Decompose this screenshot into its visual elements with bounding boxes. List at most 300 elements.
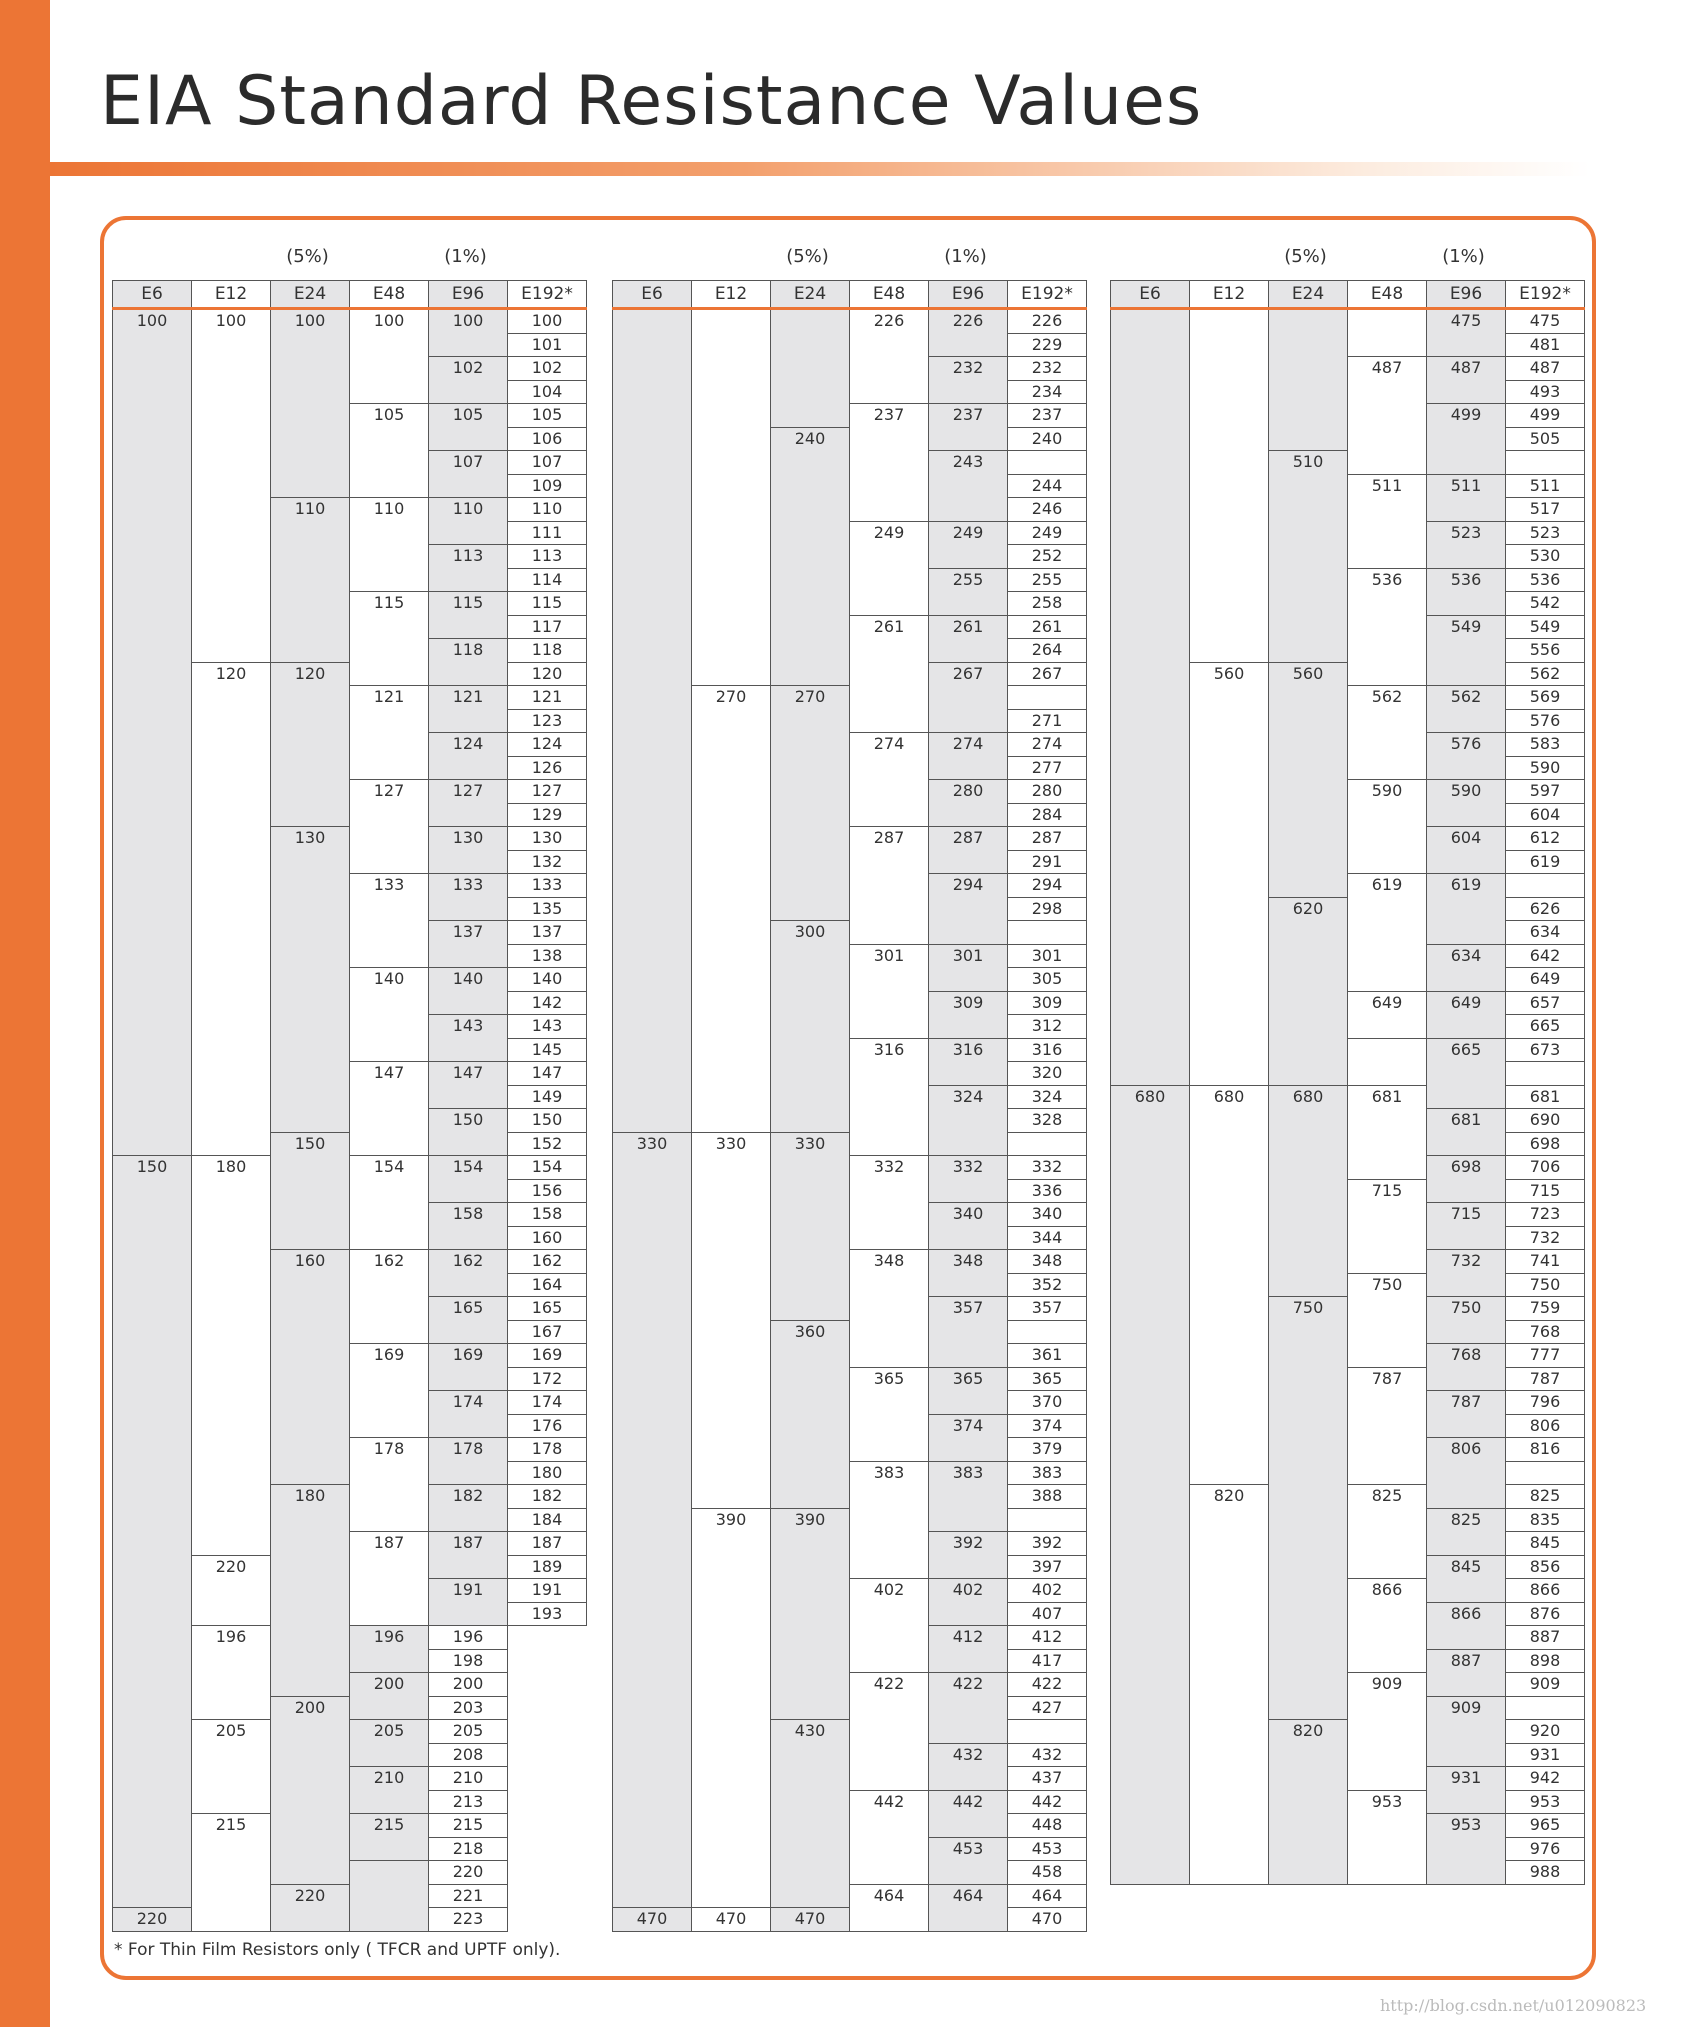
e96-cell: 237 <box>929 404 1008 451</box>
e96-cell: 165 <box>429 1297 508 1344</box>
e192-cell: 215 <box>429 1814 508 1838</box>
e192-cell: 787 <box>1506 1367 1585 1391</box>
e96-cell: 215 <box>350 1814 429 1861</box>
e192-cell: 232 <box>1008 357 1087 381</box>
e192-cell: 101 <box>508 333 587 357</box>
e192-cell: 267 <box>1008 662 1087 686</box>
e48-cell: 787 <box>1348 1367 1427 1485</box>
e192-cell: 178 <box>508 1438 587 1462</box>
e96-cell: 182 <box>429 1485 508 1532</box>
e192-cell: 422 <box>1008 1673 1087 1697</box>
e12-cell: 180 <box>192 1156 271 1556</box>
e96-cell: 130 <box>429 827 508 874</box>
e192-cell: 294 <box>1008 874 1087 898</box>
e96-cell: 243 <box>929 451 1008 522</box>
e192-cell: 464 <box>1008 1884 1087 1908</box>
e192-cell: 145 <box>508 1038 587 1062</box>
e192-cell: 612 <box>1506 827 1585 851</box>
e192-cell: 298 <box>1008 897 1087 921</box>
e192-cell: 210 <box>429 1767 508 1791</box>
e192-cell: 309 <box>1008 991 1087 1015</box>
e192-cell <box>1008 686 1087 710</box>
e96-cell: 845 <box>1427 1555 1506 1602</box>
e48-cell: 261 <box>850 615 929 733</box>
e48-cell: 953 <box>1348 1790 1427 1884</box>
e48-cell: 422 <box>850 1673 929 1791</box>
e192-cell: 312 <box>1008 1015 1087 1039</box>
e192-cell: 180 <box>508 1461 587 1485</box>
e6-cell: 220 <box>113 1908 192 1932</box>
e24-cell: 560 <box>1269 662 1348 897</box>
e48-cell: 215 <box>192 1814 271 1932</box>
e192-cell: 590 <box>1506 756 1585 780</box>
tolerance-1-label: (1%) <box>1442 246 1485 267</box>
e192-cell: 511 <box>1506 474 1585 498</box>
column-header: E48 <box>1348 281 1427 309</box>
e192-cell: 189 <box>508 1555 587 1579</box>
e96-cell: 196 <box>350 1626 429 1673</box>
column-header: E48 <box>850 281 929 309</box>
e48-cell: 825 <box>1348 1485 1427 1579</box>
e192-cell: 234 <box>1008 380 1087 404</box>
e24-cell: 300 <box>771 921 850 1133</box>
e192-cell: 732 <box>1506 1226 1585 1250</box>
e192-cell: 193 <box>508 1602 587 1626</box>
e48-cell: 237 <box>850 404 929 522</box>
e192-cell: 388 <box>1008 1485 1087 1509</box>
e96-cell: 487 <box>1427 357 1506 404</box>
e96-cell: 294 <box>929 874 1008 945</box>
e192-cell: 741 <box>1506 1250 1585 1274</box>
e192-cell: 114 <box>508 568 587 592</box>
e192-cell: 280 <box>1008 780 1087 804</box>
e96-cell: 261 <box>929 615 1008 662</box>
e192-cell: 221 <box>429 1884 508 1908</box>
e192-cell: 402 <box>1008 1579 1087 1603</box>
e96-cell: 127 <box>429 780 508 827</box>
tolerance-5-label: (5%) <box>286 246 329 267</box>
e192-cell: 220 <box>429 1861 508 1885</box>
e192-cell: 271 <box>1008 709 1087 733</box>
e48-cell: 110 <box>350 498 429 592</box>
e192-cell: 328 <box>1008 1109 1087 1133</box>
e48-cell: 487 <box>1348 357 1427 475</box>
e96-cell: 412 <box>929 1626 1008 1673</box>
e96-cell: 422 <box>929 1673 1008 1744</box>
e192-cell: 132 <box>508 850 587 874</box>
e96-cell: 511 <box>1427 474 1506 521</box>
e96-cell: 140 <box>429 968 508 1015</box>
e48-cell: 715 <box>1348 1179 1427 1273</box>
e192-cell: 174 <box>508 1391 587 1415</box>
e96-cell: 210 <box>350 1767 429 1814</box>
tolerance-5-label: (5%) <box>1284 246 1327 267</box>
e6-cell: 680 <box>1111 1085 1190 1884</box>
e24-cell: 510 <box>1269 451 1348 663</box>
e192-cell: 698 <box>1506 1132 1585 1156</box>
e24-cell: 120 <box>271 662 350 827</box>
e96-cell: 115 <box>429 592 508 639</box>
e96-cell: 105 <box>429 404 508 451</box>
e96-cell: 536 <box>1427 568 1506 615</box>
e96-cell: 133 <box>429 874 508 921</box>
e192-cell: 649 <box>1506 968 1585 992</box>
e96-cell: 499 <box>1427 404 1506 475</box>
e192-cell: 942 <box>1506 1767 1585 1791</box>
e24-cell: 200 <box>271 1696 350 1884</box>
e192-cell: 976 <box>1506 1837 1585 1861</box>
e192-cell: 205 <box>429 1720 508 1744</box>
e96-cell: 634 <box>1427 944 1506 991</box>
column-header: E12 <box>192 281 271 309</box>
e6-cell: 150 <box>113 1156 192 1908</box>
e192-cell: 162 <box>508 1250 587 1274</box>
e24-cell: 470 <box>771 1908 850 1932</box>
e192-cell: 576 <box>1506 709 1585 733</box>
e192-cell: 167 <box>508 1320 587 1344</box>
e192-cell: 336 <box>1008 1179 1087 1203</box>
e192-cell: 305 <box>1008 968 1087 992</box>
e96-cell: 750 <box>1427 1297 1506 1344</box>
e192-cell: 115 <box>508 592 587 616</box>
e24-cell: 270 <box>771 686 850 921</box>
resistance-table-2 <box>612 280 1087 1932</box>
e192-cell: 140 <box>508 968 587 992</box>
e192-cell <box>1008 1320 1087 1344</box>
e12-cell: 820 <box>1190 1485 1269 1885</box>
e192-cell: 130 <box>508 827 587 851</box>
column-header: E6 <box>113 281 192 309</box>
e192-cell: 110 <box>508 498 587 522</box>
e192-cell: 536 <box>1506 568 1585 592</box>
column-header: E48 <box>350 281 429 309</box>
e96-cell: 249 <box>929 521 1008 568</box>
e192-cell: 320 <box>1008 1062 1087 1086</box>
e192-cell <box>1506 451 1585 475</box>
e96-cell: 576 <box>1427 733 1506 780</box>
e24-cell: 240 <box>771 427 850 686</box>
e12-cell: 270 <box>692 686 771 1133</box>
e12-cell: 220 <box>192 1555 271 1626</box>
e48-cell: 249 <box>850 521 929 615</box>
e192-cell: 357 <box>1008 1297 1087 1321</box>
e96-cell: 100 <box>429 309 508 357</box>
e96-cell: 191 <box>429 1579 508 1626</box>
e96-cell: 562 <box>1427 686 1506 733</box>
e96-cell: 931 <box>1427 1767 1506 1814</box>
e48-cell: 681 <box>1348 1085 1427 1179</box>
e192-cell: 530 <box>1506 545 1585 569</box>
e48-cell: 147 <box>350 1062 429 1156</box>
e192-cell: 777 <box>1506 1344 1585 1368</box>
e12-cell: 120 <box>192 662 271 1156</box>
e192-cell: 523 <box>1506 521 1585 545</box>
e96-cell: 604 <box>1427 827 1506 874</box>
e192-cell <box>1506 874 1585 898</box>
e48-cell: 402 <box>850 1579 929 1673</box>
column-header: E12 <box>1190 281 1269 309</box>
e24-cell <box>1269 309 1348 451</box>
e192-cell: 816 <box>1506 1438 1585 1462</box>
e192-cell: 750 <box>1506 1273 1585 1297</box>
e96-cell: 787 <box>1427 1391 1506 1438</box>
e48-cell: 383 <box>850 1461 929 1579</box>
e192-cell: 104 <box>508 380 587 404</box>
e48-cell: 750 <box>1348 1273 1427 1367</box>
e192-cell: 448 <box>1008 1814 1087 1838</box>
e192-cell: 213 <box>429 1790 508 1814</box>
e192-cell <box>1506 1062 1585 1086</box>
e96-cell: 332 <box>929 1156 1008 1203</box>
table-row <box>613 309 1087 334</box>
e96-cell: 187 <box>429 1532 508 1579</box>
e192-cell: 187 <box>508 1532 587 1556</box>
e48-cell: 205 <box>192 1720 271 1814</box>
e48-cell: 127 <box>350 780 429 874</box>
e48-cell: 196 <box>192 1626 271 1720</box>
e192-cell: 665 <box>1506 1015 1585 1039</box>
e192-cell: 252 <box>1008 545 1087 569</box>
e96-cell: 124 <box>429 733 508 780</box>
e192-cell: 642 <box>1506 944 1585 968</box>
table-row <box>113 309 587 334</box>
e96-cell: 102 <box>429 357 508 404</box>
e96-cell: 118 <box>429 639 508 686</box>
e96-cell: 549 <box>1427 615 1506 686</box>
e192-cell: 198 <box>429 1649 508 1673</box>
e192-cell: 619 <box>1506 850 1585 874</box>
e192-cell: 291 <box>1008 850 1087 874</box>
e96-cell: 475 <box>1427 309 1506 357</box>
e192-cell: 909 <box>1506 1673 1585 1697</box>
e48-cell: 121 <box>350 686 429 780</box>
column-header: E96 <box>429 281 508 309</box>
e192-cell: 344 <box>1008 1226 1087 1250</box>
e96-cell: 150 <box>429 1109 508 1156</box>
e48-cell: 226 <box>850 309 929 404</box>
e192-cell: 184 <box>508 1508 587 1532</box>
e192-cell: 715 <box>1506 1179 1585 1203</box>
e6-cell: 100 <box>113 309 192 1156</box>
e96-cell: 255 <box>929 568 1008 615</box>
e96-cell: 619 <box>1427 874 1506 945</box>
e48-cell: 115 <box>350 592 429 686</box>
e96-cell: 825 <box>1427 1508 1506 1555</box>
e48-cell: 348 <box>850 1250 929 1368</box>
e192-cell: 324 <box>1008 1085 1087 1109</box>
e192-cell: 138 <box>508 944 587 968</box>
e192-cell: 129 <box>508 803 587 827</box>
e192-cell: 133 <box>508 874 587 898</box>
e192-cell: 277 <box>1008 756 1087 780</box>
e192-cell <box>1506 1461 1585 1485</box>
e192-cell: 340 <box>1008 1203 1087 1227</box>
e96-cell: 121 <box>429 686 508 733</box>
e192-cell: 432 <box>1008 1743 1087 1767</box>
e96-cell: 442 <box>929 1790 1008 1837</box>
e96-cell: 324 <box>929 1085 1008 1156</box>
e192-cell: 856 <box>1506 1555 1585 1579</box>
e24-cell: 110 <box>271 498 350 663</box>
e96-cell: 374 <box>929 1414 1008 1461</box>
e192-cell: 111 <box>508 521 587 545</box>
e192-cell: 143 <box>508 1015 587 1039</box>
e96-cell: 169 <box>429 1344 508 1391</box>
e48-cell: 140 <box>350 968 429 1062</box>
e48-cell: 316 <box>850 1038 929 1156</box>
e192-cell: 301 <box>1008 944 1087 968</box>
e24-cell: 130 <box>271 827 350 1133</box>
e192-cell: 768 <box>1506 1320 1585 1344</box>
e48-cell: 105 <box>350 404 429 498</box>
e96-cell: 162 <box>429 1250 508 1297</box>
e192-cell: 569 <box>1506 686 1585 710</box>
column-header: E6 <box>1111 281 1190 309</box>
e48-cell: 442 <box>850 1790 929 1884</box>
e96-cell: 200 <box>350 1673 429 1720</box>
e192-cell: 392 <box>1008 1532 1087 1556</box>
e192-cell: 172 <box>508 1367 587 1391</box>
e192-cell: 120 <box>508 662 587 686</box>
e12-cell: 390 <box>692 1508 771 1908</box>
e48-cell: 169 <box>350 1344 429 1438</box>
e192-cell: 261 <box>1008 615 1087 639</box>
e192-cell: 866 <box>1506 1579 1585 1603</box>
e192-cell: 150 <box>508 1109 587 1133</box>
e192-cell: 284 <box>1008 803 1087 827</box>
e48-cell: 619 <box>1348 874 1427 992</box>
e96-cell: 806 <box>1427 1438 1506 1509</box>
e192-cell: 681 <box>1506 1085 1585 1109</box>
e6-cell: 330 <box>613 1132 692 1908</box>
e96-cell: 365 <box>929 1367 1008 1414</box>
e192-cell: 920 <box>1506 1720 1585 1744</box>
e12-cell <box>692 309 771 686</box>
e96-cell: 953 <box>1427 1814 1506 1885</box>
e192-cell: 626 <box>1506 897 1585 921</box>
e48-cell: 464 <box>850 1884 929 1931</box>
e96-cell: 226 <box>929 309 1008 357</box>
e12-cell <box>1190 309 1269 663</box>
e96-cell: 649 <box>1427 991 1506 1038</box>
e192-cell: 361 <box>1008 1344 1087 1368</box>
e48-cell: 133 <box>350 874 429 968</box>
e192-cell: 352 <box>1008 1273 1087 1297</box>
e192-cell: 427 <box>1008 1696 1087 1720</box>
e48-cell: 866 <box>1348 1579 1427 1673</box>
e192-cell: 196 <box>429 1626 508 1650</box>
e192-cell: 124 <box>508 733 587 757</box>
e48-cell: 536 <box>1348 568 1427 686</box>
e48-cell: 909 <box>1348 1673 1427 1791</box>
e192-cell: 200 <box>429 1673 508 1697</box>
e192-cell: 562 <box>1506 662 1585 686</box>
e192-cell: 374 <box>1008 1414 1087 1438</box>
column-header: E24 <box>1269 281 1348 309</box>
e192-cell: 383 <box>1008 1461 1087 1485</box>
e192-cell: 442 <box>1008 1790 1087 1814</box>
e96-cell <box>350 1861 429 1932</box>
page-title: EIA Standard Resistance Values <box>100 62 1203 141</box>
e48-cell: 162 <box>350 1250 429 1344</box>
e192-cell <box>1008 451 1087 475</box>
e192-cell: 965 <box>1506 1814 1585 1838</box>
e192-cell: 412 <box>1008 1626 1087 1650</box>
e192-cell: 988 <box>1506 1861 1585 1885</box>
e48-cell: 100 <box>350 309 429 404</box>
e6-cell <box>1111 309 1190 1086</box>
e192-cell: 102 <box>508 357 587 381</box>
table-row <box>1111 1085 1585 1109</box>
column-header: E24 <box>271 281 350 309</box>
e192-cell: 931 <box>1506 1743 1585 1767</box>
e192-cell: 876 <box>1506 1602 1585 1626</box>
e192-cell: 123 <box>508 709 587 733</box>
e96-cell: 715 <box>1427 1203 1506 1250</box>
e192-cell: 556 <box>1506 639 1585 663</box>
column-header: E12 <box>692 281 771 309</box>
e96-cell: 301 <box>929 944 1008 991</box>
e96-cell: 205 <box>350 1720 429 1767</box>
e192-cell: 142 <box>508 991 587 1015</box>
resistance-table-3 <box>1110 280 1585 1885</box>
e192-cell: 835 <box>1506 1508 1585 1532</box>
e96-cell: 154 <box>429 1156 508 1203</box>
e192-cell: 316 <box>1008 1038 1087 1062</box>
e24-cell: 220 <box>271 1884 350 1931</box>
e192-cell: 135 <box>508 897 587 921</box>
e192-cell: 156 <box>508 1179 587 1203</box>
e96-cell: 143 <box>429 1015 508 1062</box>
e192-cell: 158 <box>508 1203 587 1227</box>
e96-cell: 453 <box>929 1837 1008 1884</box>
e192-cell: 191 <box>508 1579 587 1603</box>
e192-cell: 604 <box>1506 803 1585 827</box>
e192-cell: 264 <box>1008 639 1087 663</box>
e192-cell: 237 <box>1008 404 1087 428</box>
e192-cell: 258 <box>1008 592 1087 616</box>
e192-cell: 407 <box>1008 1602 1087 1626</box>
tolerance-5-label: (5%) <box>786 246 829 267</box>
e192-cell: 806 <box>1506 1414 1585 1438</box>
e192-cell: 397 <box>1008 1555 1087 1579</box>
e24-cell: 390 <box>771 1508 850 1720</box>
e192-cell: 164 <box>508 1273 587 1297</box>
e192-cell: 437 <box>1008 1767 1087 1791</box>
table-row <box>1111 309 1585 334</box>
table-row <box>113 1156 587 1180</box>
e192-cell: 690 <box>1506 1109 1585 1133</box>
e192-cell: 706 <box>1506 1156 1585 1180</box>
e6-cell: 470 <box>613 1908 692 1932</box>
e192-cell: 332 <box>1008 1156 1087 1180</box>
e192-cell: 759 <box>1506 1297 1585 1321</box>
e48-cell: 301 <box>850 944 929 1038</box>
e192-cell: 121 <box>508 686 587 710</box>
e192-cell: 107 <box>508 451 587 475</box>
e192-cell: 348 <box>1008 1250 1087 1274</box>
e192-cell: 657 <box>1506 991 1585 1015</box>
e192-cell: 229 <box>1008 333 1087 357</box>
e192-cell: 493 <box>1506 380 1585 404</box>
column-header: E192* <box>508 281 587 309</box>
e192-cell: 845 <box>1506 1532 1585 1556</box>
e96-cell: 357 <box>929 1297 1008 1368</box>
e96-cell: 158 <box>429 1203 508 1250</box>
e96-cell: 523 <box>1427 521 1506 568</box>
e192-cell: 825 <box>1506 1485 1585 1509</box>
e96-cell: 887 <box>1427 1649 1506 1696</box>
